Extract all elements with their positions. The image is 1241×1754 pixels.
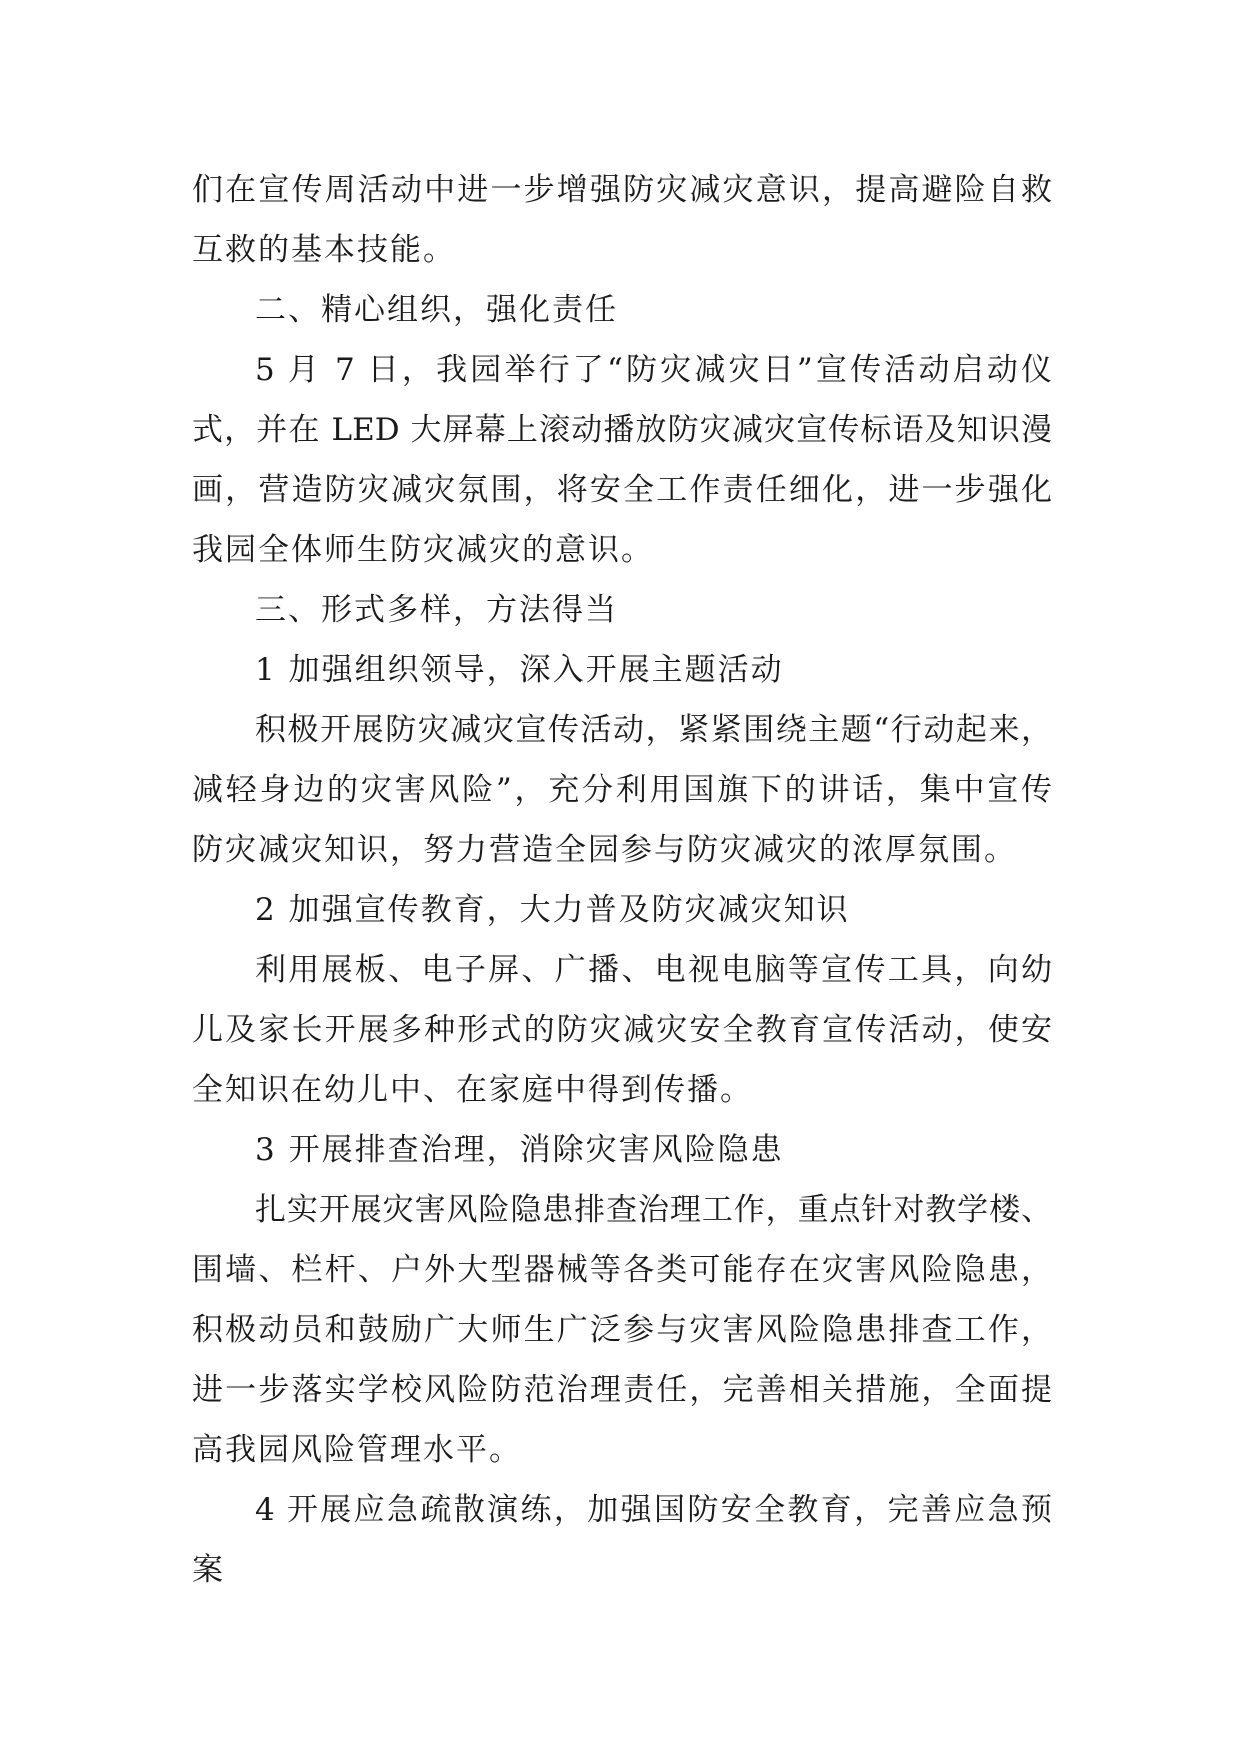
text-line: 互救的基本技能。 bbox=[192, 232, 456, 268]
text-line: 5 月 7 日，我园举行了“防灾减灾日”宣传活动启动仪 bbox=[255, 352, 1052, 388]
text-line: 积极开展防灾减灾宣传活动，紧紧围绕主题“行动起来， bbox=[255, 712, 1052, 748]
text-line: 全知识在幼儿中、在家庭中得到传播。 bbox=[192, 1072, 753, 1108]
text-line: 们在宣传周活动中进一步增强防灾减灾意识，提高避险自救 bbox=[192, 172, 1052, 208]
text-line: 减轻身边的灾害风险”，充分利用国旗下的讲话，集中宣传 bbox=[192, 772, 1052, 808]
section-heading: 二、精心组织，强化责任 bbox=[255, 292, 618, 328]
subsection-heading: 4 开展应急疏散演练，加强国防安全教育，完善应急预 bbox=[255, 1492, 1052, 1528]
subsection-heading: 3 开展排查治理，消除灾害风险隐患 bbox=[255, 1132, 784, 1168]
text-line: 围墙、栏杆、户外大型器械等各类可能存在灾害风险隐患， bbox=[192, 1252, 1052, 1288]
subsection-heading: 1 加强组织领导，深入开展主题活动 bbox=[255, 652, 784, 688]
document-body bbox=[192, 160, 1052, 1600]
text-line: 高我园风险管理水平。 bbox=[192, 1432, 522, 1468]
text-line: 利用展板、电子屏、广播、电视电脑等宣传工具，向幼 bbox=[255, 952, 1052, 988]
section-heading: 三、形式多样，方法得当 bbox=[255, 592, 618, 628]
text-line: 画，营造防灾减灾氛围，将安全工作责任细化，进一步强化 bbox=[192, 472, 1052, 508]
text-line: 儿及家长开展多种形式的防灾减灾安全教育宣传活动，使安 bbox=[192, 1012, 1052, 1048]
text-line: 案 bbox=[192, 1552, 225, 1588]
text-line: 进一步落实学校风险防范治理责任，完善相关措施，全面提 bbox=[192, 1372, 1052, 1408]
text-line: 扎实开展灾害风险隐患排查治理工作，重点针对教学楼、 bbox=[255, 1192, 1052, 1228]
subsection-heading: 2 加强宣传教育，大力普及防灾减灾知识 bbox=[255, 892, 850, 928]
text-line: 我园全体师生防灾减灾的意识。 bbox=[192, 532, 654, 568]
text-line: 积极动员和鼓励广大师生广泛参与灾害风险隐患排查工作， bbox=[192, 1312, 1052, 1348]
text-line: 式，并在 LED 大屏幕上滚动播放防灾减灾宣传标语及知识漫 bbox=[192, 412, 1052, 448]
text-line: 防灾减灾知识，努力营造全园参与防灾减灾的浓厚氛围。 bbox=[192, 832, 1017, 868]
